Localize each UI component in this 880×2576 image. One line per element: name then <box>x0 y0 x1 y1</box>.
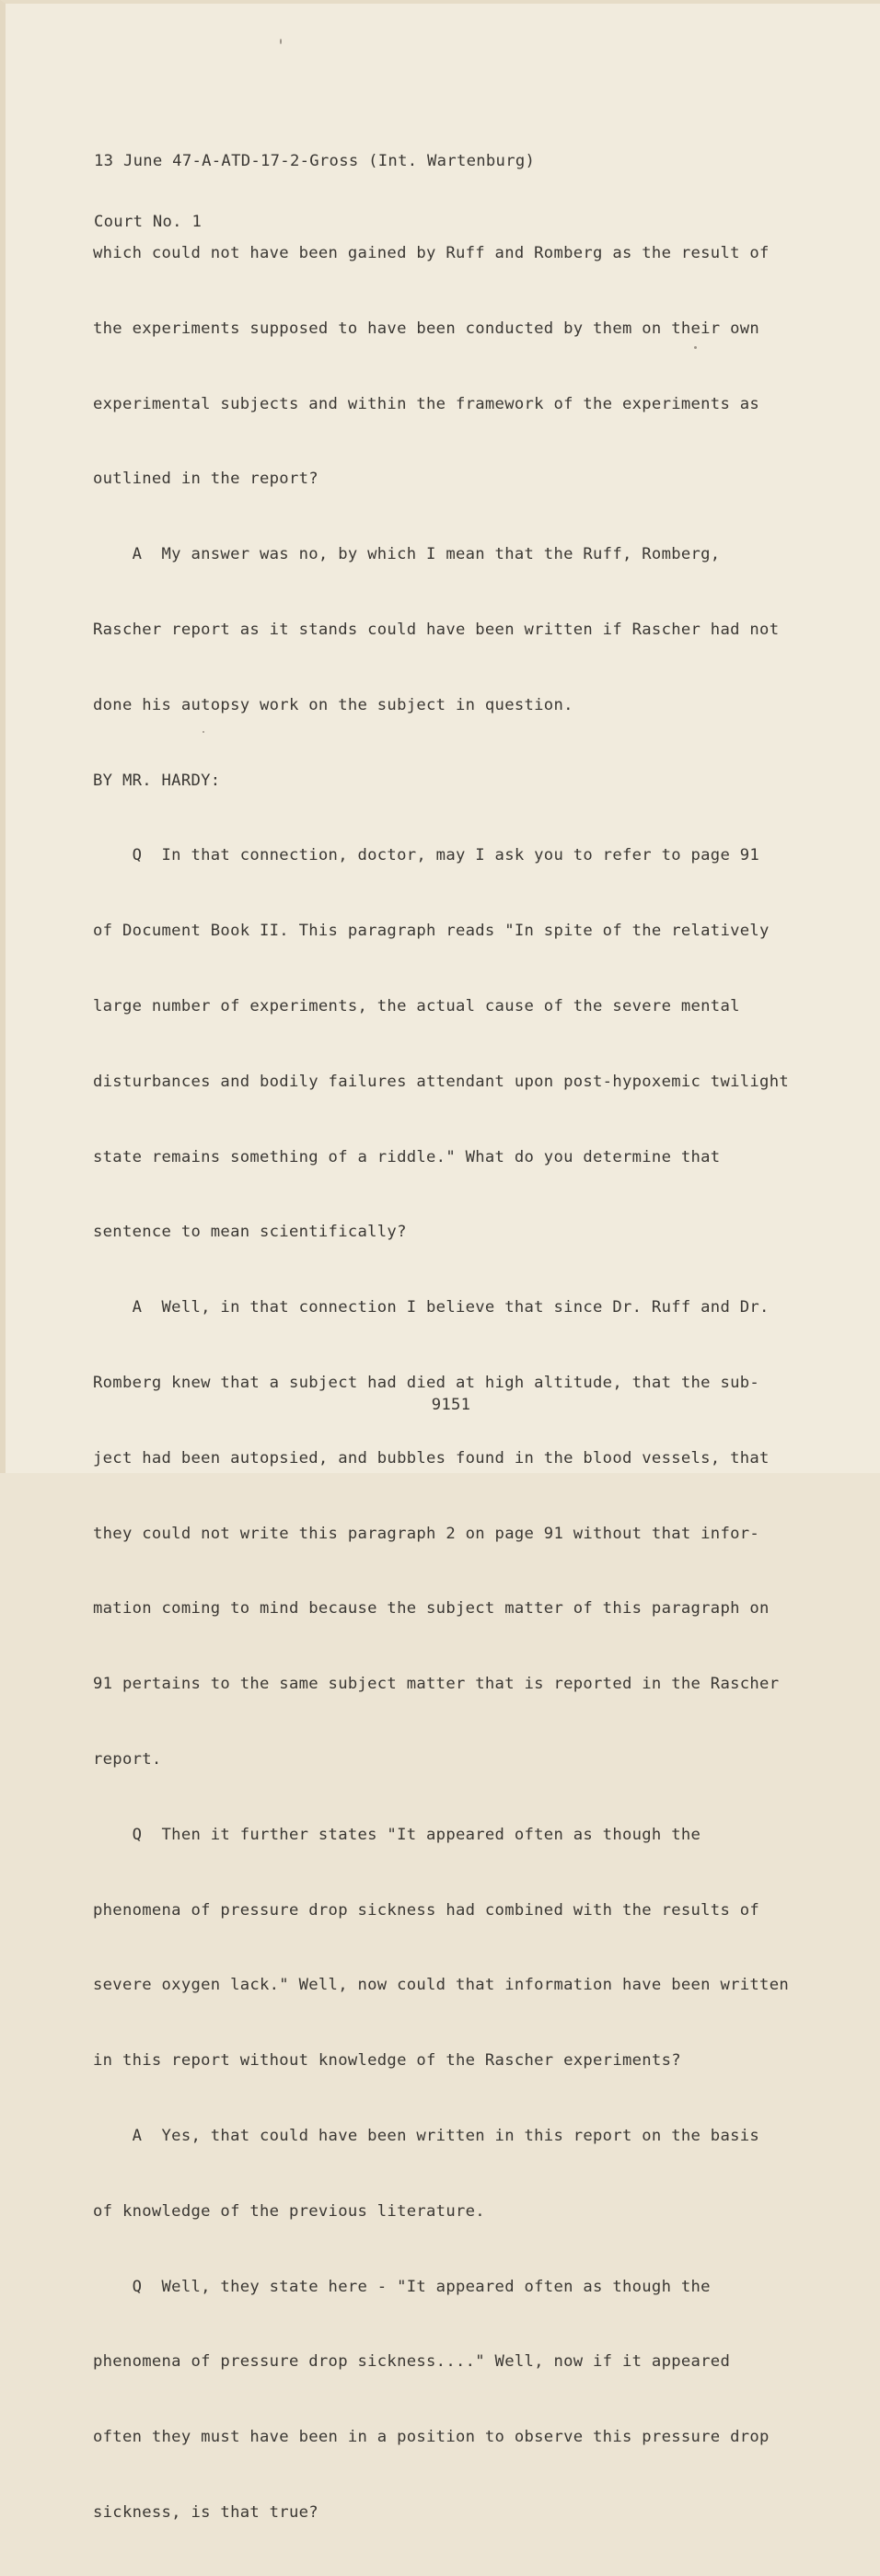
transcript-line: phenomena of pressure drop sickness...." Well, now if it appeared <box>93 2352 731 2372</box>
transcript-line: A My answer was no, by which I mean that the Ruff, Romberg, <box>93 545 721 564</box>
transcript-line: the experiments supposed to have been conducted by them on their own <box>93 319 760 338</box>
transcript-line: of Document Book II. This paragraph reads "In spite of the relatively <box>93 922 770 941</box>
transcript-line: Q In that connection, doctor, may I ask you to refer to page 91 <box>93 846 760 865</box>
transcript-line: often they must have been in a position to observe this pressure drop <box>93 2428 770 2447</box>
transcript-line: sentence to mean scientifically? <box>93 1223 407 1242</box>
transcript-line: mation coming to mind because the subject matter of this paragraph on <box>93 1599 770 1619</box>
speaker-heading: BY MR. HARDY: <box>93 771 221 790</box>
transcript-line: A Well, in that connection I believe that since Dr. Ruff and Dr. <box>93 1298 770 1317</box>
transcript-line: A Yes, that could have been written in this report on the basis <box>93 2126 760 2145</box>
transcript-line: Q Well, they state here - "It appeared often as though the <box>93 2277 711 2296</box>
ink-speck <box>280 39 282 44</box>
transcript-line: of knowledge of the previous literature. <box>93 2201 485 2221</box>
transcript-line: disturbances and bodily failures attendant upon post-hypoxemic twilight <box>93 1072 789 1091</box>
transcript-line: they could not write this paragraph 2 on page 91 without that infor- <box>93 1524 760 1543</box>
transcript-line: Rascher report as it stands could have been written if Rascher had not <box>93 620 780 639</box>
ink-speck <box>694 346 697 349</box>
transcript-body <box>93 204 789 2576</box>
transcript-line: in this report without knowledge of the Rascher experiments? <box>93 2051 681 2071</box>
transcript-line: ject had been autopsied, and bubbles found in the blood vessels, that <box>93 1448 770 1468</box>
header-court-line: Court No. 1 <box>94 213 203 231</box>
transcript-line: done his autopsy work on the subject in question. <box>93 695 573 714</box>
transcript-line: state remains something of a riddle." What do you determine that <box>93 1147 721 1166</box>
transcript-line: large number of experiments, the actual cause of the severe mental <box>93 996 740 1015</box>
transcript-line: experimental subjects and within the framework of the experiments as <box>93 394 760 413</box>
page-number: 9151 <box>431 1396 471 1414</box>
transcript-line: 91 pertains to the same subject matter that is reported in the Rascher <box>93 1675 780 1694</box>
transcript-line: which could not have been gained by Ruff and Romberg as the result of <box>93 244 770 262</box>
ink-speck <box>203 731 204 733</box>
transcript-line: phenomena of pressure drop sickness had combined with the results of <box>93 1900 760 1920</box>
transcript-line: Romberg knew that a subject had died at high altitude, that the sub- <box>93 1373 760 1392</box>
header-case-line: 13 June 47-A-ATD-17-2-Gross (Int. Wartenburg) <box>94 152 536 170</box>
transcript-line: outlined in the report? <box>93 470 318 489</box>
transcript-line: sickness, is that true? <box>93 2502 318 2522</box>
transcript-line: Q Then it further states "It appeared often as though the <box>93 1825 701 1844</box>
transcript-line: report. <box>93 1749 162 1769</box>
transcript-line: severe oxygen lack." Well, now could that information have been written <box>93 1976 789 1995</box>
